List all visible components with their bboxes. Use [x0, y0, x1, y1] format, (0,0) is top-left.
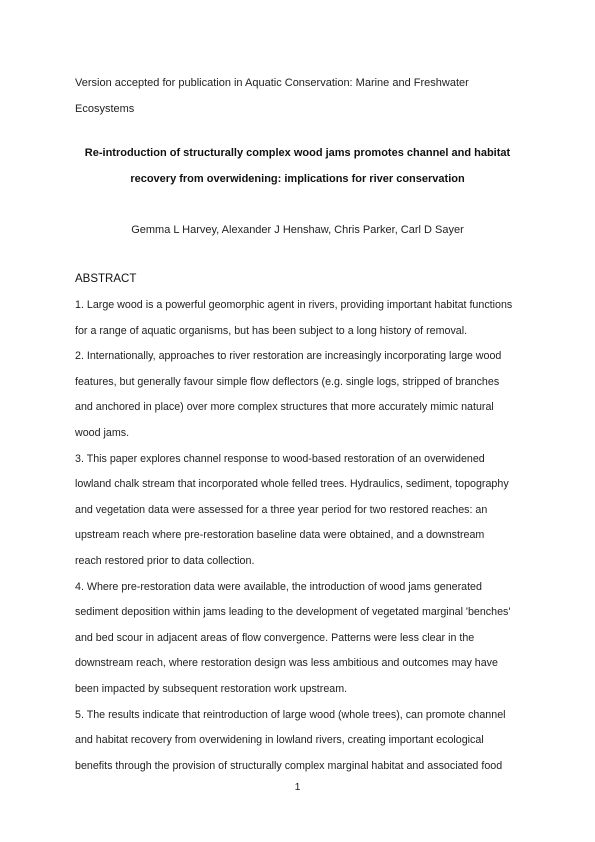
title-line: Re-introduction of structurally complex wood jams promotes channel and habitat [84, 147, 511, 159]
abstract-line: reach restored prior to data collection. [75, 554, 255, 567]
author-list: Gemma L Harvey, Alexander J Henshaw, Chris Parker, Carl D Sayer [131, 224, 464, 236]
page-number: 1 [294, 781, 301, 793]
abstract-line: 2. Internationally, approaches to river restoration are increasingly incorporating large wood [75, 350, 502, 363]
publication-version-note [75, 70, 525, 122]
abstract-line: features, but generally favour simple flow deflectors (e.g. single logs, stripped of branches [75, 375, 500, 388]
abstract-line: benefits through the provision of structurally complex marginal habitat and associated food [75, 759, 503, 772]
version-line: Ecosystems [75, 103, 135, 115]
abstract-line: and anchored in place) over more complex structures that more accurately mimic natural [75, 401, 494, 414]
abstract-line: lowland chalk stream that incorporated whole felled trees. Hydraulics, sediment, topography [75, 478, 509, 491]
abstract-line: and habitat recovery from overwidening in lowland rivers, creating important ecological [75, 734, 484, 747]
abstract-line: sediment deposition within jams leading to the development of vegetated marginal 'benches' [75, 606, 511, 619]
abstract-line: 5. The results indicate that reintroduction of large wood (whole trees), can promote channel [75, 708, 506, 721]
abstract-text [75, 293, 535, 779]
abstract-line: 1. Large wood is a powerful geomorphic agent in rivers, providing important habitat functions [75, 299, 513, 311]
abstract-line: been impacted by subsequent restoration work upstream. [75, 682, 348, 695]
abstract-line: upstream reach where pre-restoration baseline data were obtained, and a downstream [75, 529, 485, 542]
abstract-heading: ABSTRACT [75, 273, 137, 285]
paper-title [70, 140, 525, 192]
abstract-line: and bed scour in adjacent areas of flow convergence. Patterns were less clear in the [75, 631, 475, 644]
abstract-line: for a range of aquatic organisms, but has been subject to a long history of removal. [75, 324, 468, 337]
abstract-line: downstream reach, where restoration design was less ambitious and outcomes may have [75, 657, 498, 670]
abstract-line: and vegetation data were assessed for a three year period for two restored reaches: an [75, 503, 488, 516]
abstract-line: wood jams. [75, 426, 130, 439]
title-line: recovery from overwidening: implications for river conservation [130, 173, 465, 185]
abstract-line: 3. This paper explores channel response to wood-based restoration of an overwidened [75, 452, 485, 465]
abstract-line: 4. Where pre-restoration data were available, the introduction of wood jams generated [75, 580, 482, 593]
version-line: Version accepted for publication in Aquatic Conservation: Marine and Freshwater [75, 77, 469, 89]
